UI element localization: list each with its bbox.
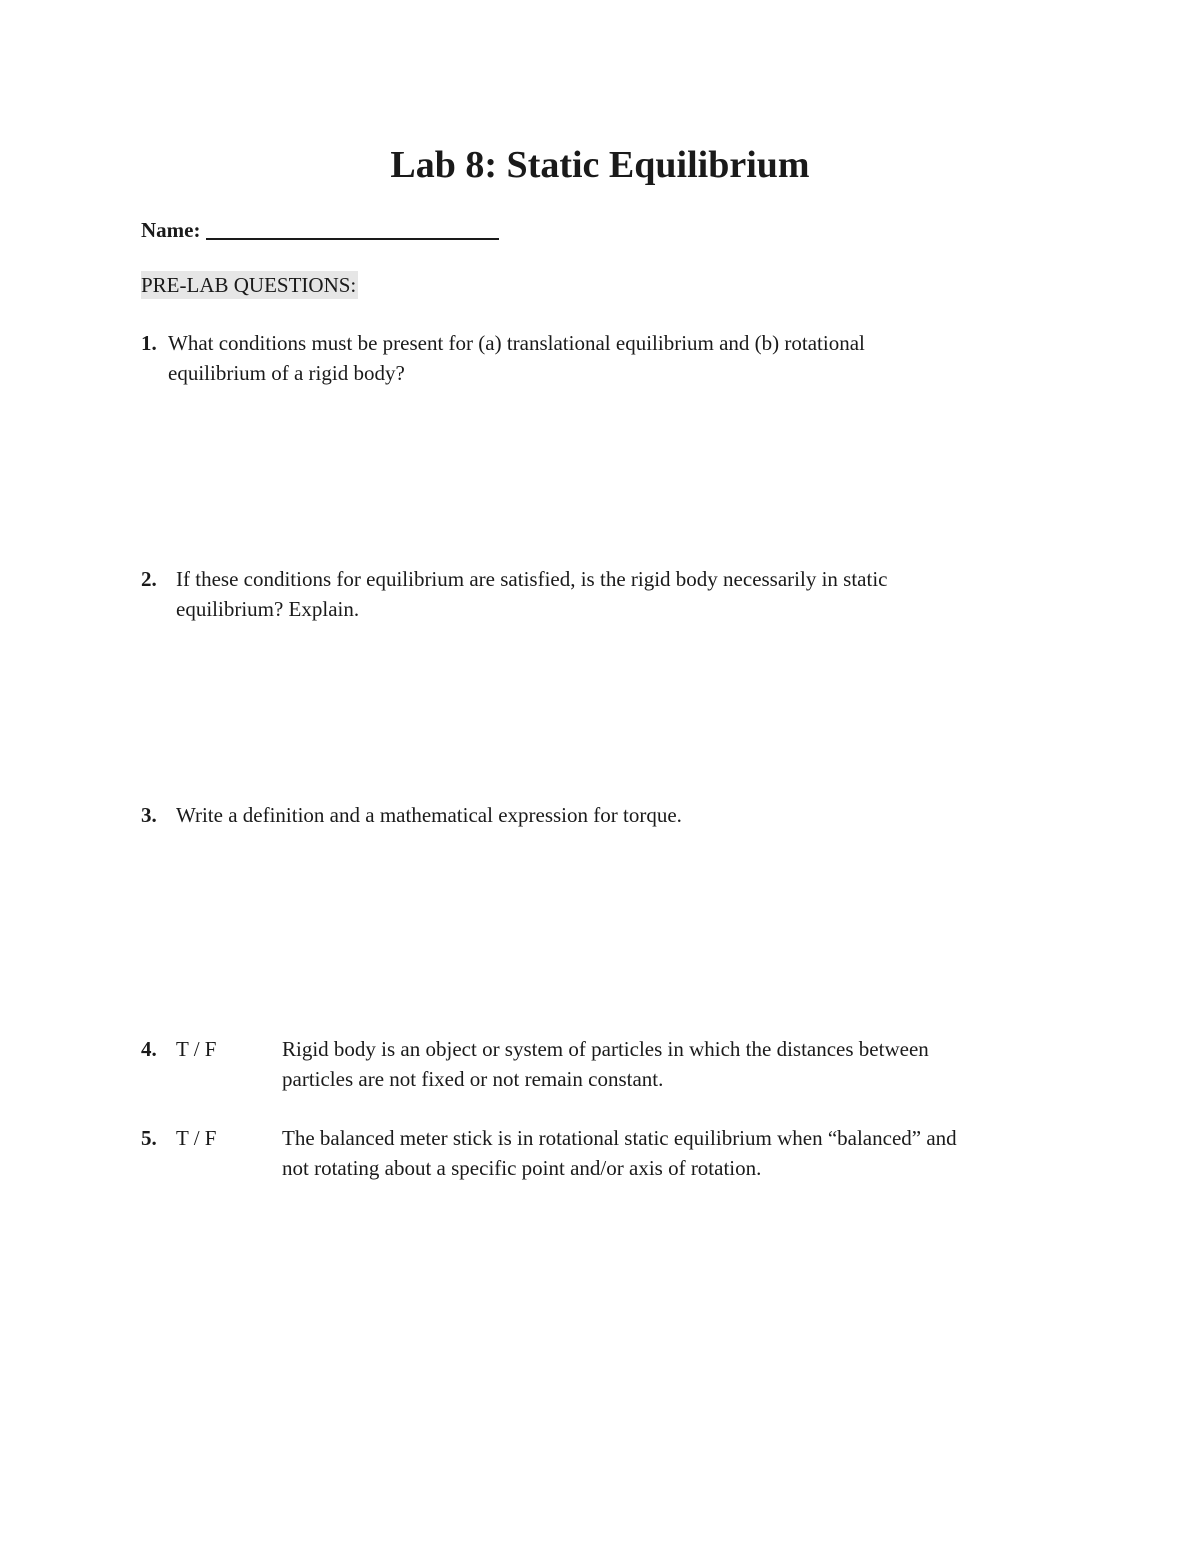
- question-text: [282, 1123, 957, 1183]
- question-text: [176, 564, 888, 624]
- question-line: equilibrium? Explain.: [176, 597, 360, 621]
- question-4: [0, 1034, 1200, 1094]
- question-line: equilibrium of a rigid body?: [168, 361, 405, 385]
- name-blank-line[interactable]: [206, 214, 499, 240]
- page-title: Lab 8: Static Equilibrium: [390, 144, 810, 186]
- question-line: What conditions must be present for (a) translational equilibrium and (b) rotational: [168, 331, 865, 355]
- question-text: [168, 328, 865, 388]
- question-line: Write a definition and a mathematical expression for torque.: [176, 803, 682, 827]
- question-number: 1.: [141, 331, 157, 355]
- true-false-choice[interactable]: T / F: [176, 1037, 217, 1061]
- question-3: [0, 800, 1200, 830]
- question-line: particles are not fixed or not remain constant.: [282, 1067, 664, 1091]
- question-text: [176, 800, 682, 830]
- question-line: not rotating about a specific point and/or axis of rotation.: [282, 1156, 762, 1180]
- question-1: [0, 328, 1200, 388]
- name-field-row: [141, 214, 499, 244]
- question-5: [0, 1123, 1200, 1183]
- question-number: 3.: [141, 803, 157, 827]
- question-text: [282, 1034, 929, 1094]
- question-line: Rigid body is an object or system of particles in which the distances between: [282, 1037, 929, 1061]
- question-line: The balanced meter stick is in rotational static equilibrium when “balanced” and: [282, 1126, 957, 1150]
- name-label: Name:: [141, 218, 201, 242]
- section-heading: PRE-LAB QUESTIONS:: [141, 273, 357, 297]
- question-number: 5.: [141, 1126, 157, 1150]
- question-number: 2.: [141, 567, 157, 591]
- question-2: [0, 564, 1200, 624]
- true-false-choice[interactable]: T / F: [176, 1126, 217, 1150]
- question-line: If these conditions for equilibrium are satisfied, is the rigid body necessarily in static: [176, 567, 888, 591]
- question-number: 4.: [141, 1037, 157, 1061]
